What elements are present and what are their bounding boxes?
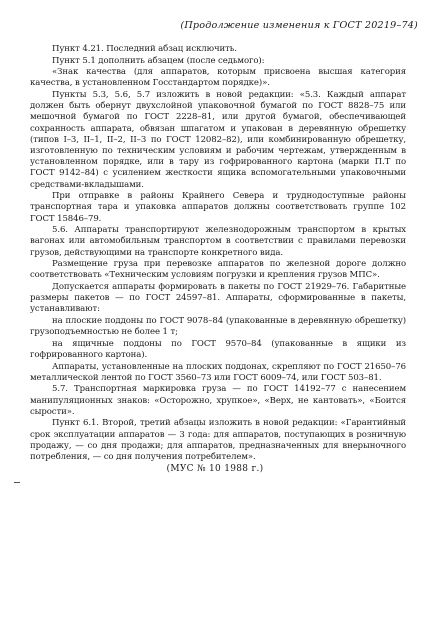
issue-stamp: (МУС № 10 1988 г.)	[166, 464, 264, 474]
paragraph: Допускается аппараты формировать в пакеты по ГОСТ 21929–76. Габаритные размеры пакетов — по ГОСТ 24597–81. Аппараты, сформированные в пакеты, устанавливают:	[30, 282, 406, 315]
paragraph: Пункты 5.3, 5.6, 5.7 изложить в новой редакции: «5.3. Каждый аппарат должен быть обернут двухслойной упаковочной бумагой по ГОСТ 8828–75 или мешочной бумагой по ГОСТ 2228–81, или другой бумагой, обеспечивающей сохранность аппарата, обвязан шпагатом и упакован в деревянную обрешетку (типов I–3, II–1, II–2, II–3 по ГОСТ 12082–82), или комбинированную обрешетку, изготовленную по техническим условиям и рабочим чертежам, утвержденным в установленном порядке, или в тару из гофрированного картона (марки П.Т по ГОСТ 9142–84) с усилением жесткости ящика вспомогательными упаковочными средствами-вкладышами.	[30, 89, 406, 190]
paragraph: 5.6. Аппараты транспортируют железнодорожным транспортом в крытых вагонах или автомобильным транспортом в соответствии с правилами перевозки грузов, действующими на транспорте конкретного вида.	[30, 225, 406, 258]
paragraph: Пункт 5.1 дополнить абзацем (после седьмого):	[52, 55, 265, 66]
running-header: (Продолжение изменения к ГОСТ 20219–74)	[180, 20, 418, 31]
margin-mark	[14, 482, 20, 483]
paragraph: на плоские поддоны по ГОСТ 9078–84 (упакованные в деревянную обрешетку) грузоподъемностью не более 1 т;	[30, 316, 406, 338]
paragraph: Пункт 4.21. Последний абзац исключить.	[52, 44, 237, 54]
paragraph: При отправке в районы Крайнего Севера и труднодоступные районы транспортная тара и упаковка аппаратов должны соответствовать группе 102 ГОСТ 15846–79.	[30, 191, 406, 224]
paragraph: 5.7. Транспортная маркировка груза — по ГОСТ 14192–77 с нанесением манипуляционных знаков: «Осторожно, хрупкое», «Верх, не кантовать», «Боится сырости».	[30, 384, 406, 417]
paragraph: Размещение груза при перевозке аппаратов по железной дороге должно соответствовать «Техническим условиям погрузки и крепления грузов МПС».	[30, 259, 406, 281]
paragraph: на ящичные поддоны по ГОСТ 9570–84 (упакованные в ящики из гофрированного картона).	[30, 338, 406, 360]
paragraph: Аппараты, установленные на плоских поддонах, скрепляют по ГОСТ 21650–76 металлической лентой по ГОСТ 3560–73 или ГОСТ 6009–74, или ГОСТ 503–81.	[30, 361, 406, 383]
paragraph: Пункт 6.1. Второй, третий абзацы изложить в новой редакции: «Гарантийный срок эксплуатации аппаратов — 3 года: для аппаратов, поступающих в розничную продажу, — со дня продажи; для аппаратов, предназначенных для внерыночного потребления, — со дня получения потребителем».	[30, 418, 406, 462]
body-text	[30, 44, 406, 464]
paragraph: «Знак качества (для аппаратов, которым присвоена высшая категория качества, в установленном Госстандартом порядке)».	[30, 67, 406, 89]
